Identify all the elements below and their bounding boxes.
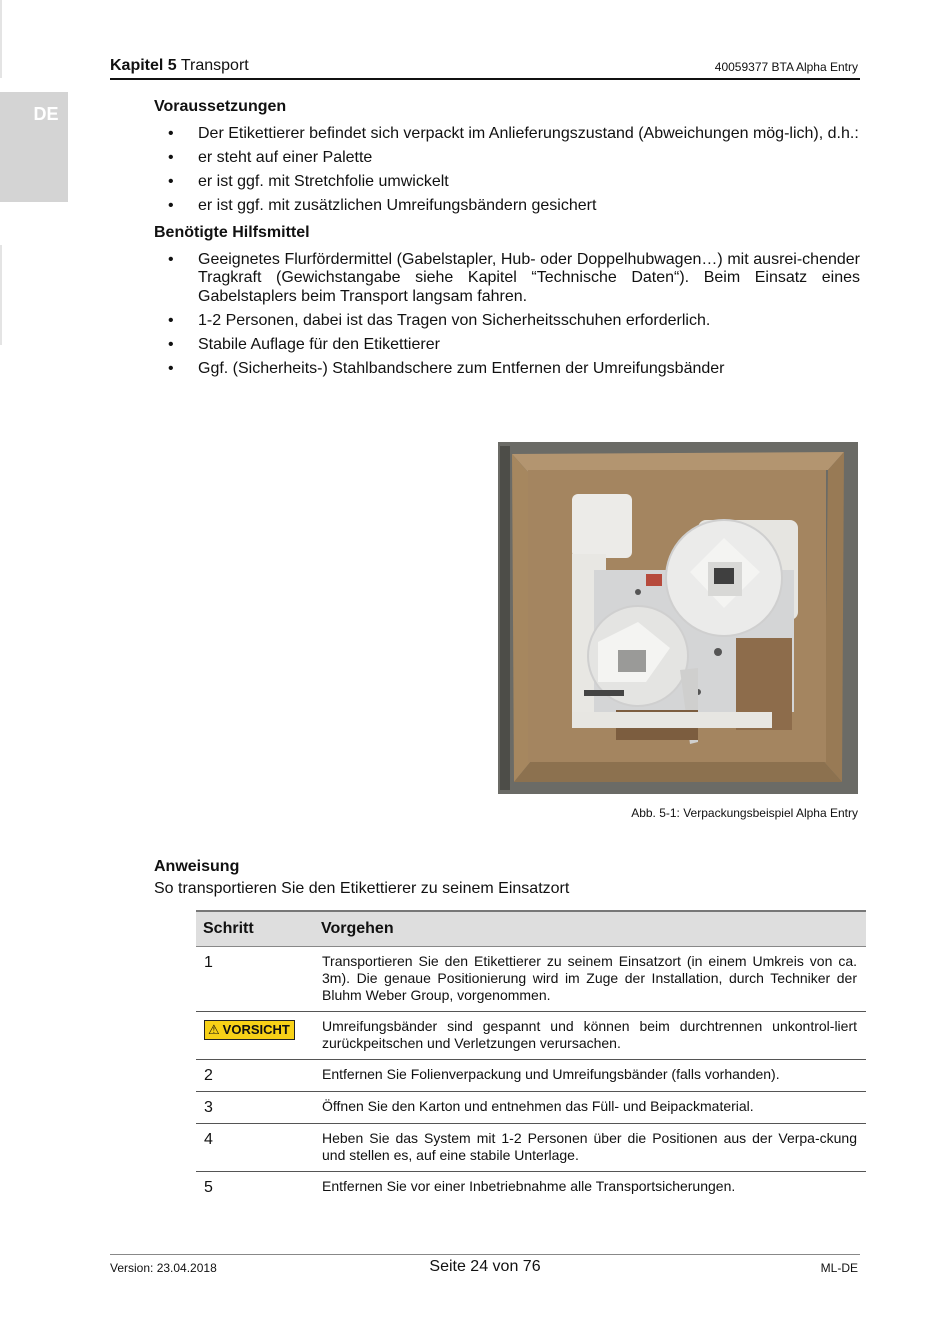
warning-badge <box>204 1020 295 1040</box>
list-item <box>154 149 860 168</box>
bullet-icon: • <box>168 149 174 166</box>
prerequisites-heading: Voraussetzungen <box>154 98 287 115</box>
table-row <box>196 1092 866 1124</box>
page-number: Seite 24 von 76 <box>429 1258 541 1275</box>
step-text: Transportieren Sie den Etikettierer zu seinem Einsatzort (in einem Umkreis von ca. 3m). Die genaue Positionierung wird im Zuge der Installation, durch Techniker der Bluhm Weber Group, vorgenommen. <box>314 947 866 1012</box>
language-tab-label: DE <box>33 104 59 124</box>
list-item-text: er steht auf einer Palette <box>198 149 373 166</box>
list-item <box>154 251 860 307</box>
list-item-text: er ist ggf. mit Stretchfolie umwickelt <box>198 173 449 190</box>
step-text: Entfernen Sie Folienverpackung und Umreifungsbänder (falls vorhanden). <box>314 1060 866 1092</box>
list-item <box>154 336 860 355</box>
step-number: 2 <box>196 1060 314 1092</box>
column-header-action: Vorgehen <box>314 911 866 947</box>
step-text: Öffnen Sie den Karton und entnehmen das Füll- und Beipackmaterial. <box>314 1092 866 1124</box>
table-header-row <box>196 911 866 947</box>
step-text: Umreifungsbänder sind gespannt und können beim durchtrennen unkontrol-liert zurückpeitschen und Verletzungen verursachen. <box>314 1012 866 1060</box>
instruction-intro: So transportieren Sie den Etikettierer zu seinem Einsatzort <box>154 880 570 897</box>
table-row <box>196 1172 866 1204</box>
list-item-text: Ggf. (Sicherheits-) Stahlbandschere zum Entfernen der Umreifungsbänder <box>198 359 725 377</box>
table-row-warning <box>196 1012 866 1060</box>
bullet-icon: • <box>168 197 174 214</box>
page-header <box>110 55 860 80</box>
list-item-text: Stabile Auflage für den Etikettierer <box>198 335 440 353</box>
step-number: 4 <box>196 1124 314 1172</box>
document-id: 40059377 BTA Alpha Entry <box>714 60 858 74</box>
bullet-icon: • <box>168 311 174 329</box>
packaging-photo <box>498 442 858 794</box>
prerequisites-list <box>154 125 860 216</box>
table-row <box>196 1124 866 1172</box>
language-tab <box>0 92 68 202</box>
edge-line-bottom <box>0 245 2 345</box>
bullet-icon: • <box>168 173 174 190</box>
bullet-icon: • <box>168 359 174 377</box>
list-item-text: er ist ggf. mit zusätzlichen Umreifungsbändern gesichert <box>198 197 597 214</box>
bullet-icon: • <box>168 335 174 353</box>
list-item <box>154 197 860 216</box>
list-item <box>154 125 860 144</box>
step-number: 1 <box>196 947 314 1012</box>
step-text: Entfernen Sie vor einer Inbetriebnahme alle Transportsicherungen. <box>322 1178 736 1194</box>
list-item-text: Geeignetes Flurfördermittel (Gabelstapler, Hub- oder Doppelhubwagen…) mit ausrei-chender Tragkraft (Gewichstangabe siehe Kapitel “Technische Daten“). Beim Einsatz eines Gabelstaplers beim Transport langsam fahren. <box>198 250 860 305</box>
page-footer <box>110 1254 860 1275</box>
list-item-text: 1-2 Personen, dabei ist das Tragen von Sicherheitsschuhen erforderlich. <box>198 311 711 329</box>
packaging-illustration <box>498 442 858 794</box>
step-number: 3 <box>196 1092 314 1124</box>
warning-label: VORSICHT <box>222 1022 290 1037</box>
chapter-name: Transport <box>176 57 249 74</box>
main-content <box>154 96 860 384</box>
instruction-section <box>154 856 866 898</box>
bullet-icon: • <box>168 250 174 268</box>
chapter-title <box>110 57 249 75</box>
table-row <box>196 1060 866 1092</box>
tools-list <box>154 251 860 379</box>
bullet-icon: • <box>168 125 174 142</box>
column-header-step: Schritt <box>196 911 314 947</box>
tools-heading: Benötigte Hilfsmittel <box>154 223 310 241</box>
list-item-text: Der Etikettierer befindet sich verpackt im Anlieferungszustand (Abweichungen mög-lich), d.h.: <box>198 125 859 142</box>
instruction-heading: Anweisung <box>154 858 240 875</box>
document-code: ML-DE <box>820 1261 858 1275</box>
steps-table <box>196 910 866 1203</box>
list-item <box>154 173 860 192</box>
list-item <box>154 312 860 331</box>
warning-cell <box>196 1012 314 1060</box>
version-label: Version: 23.04.2018 <box>110 1261 217 1275</box>
step-number: 5 <box>204 1179 213 1196</box>
figure-caption: Abb. 5-1: Verpackungsbeispiel Alpha Entry <box>631 806 858 820</box>
table-row <box>196 947 866 1012</box>
chapter-number: Kapitel 5 <box>110 57 177 74</box>
list-item <box>154 360 860 379</box>
edge-line-top <box>0 0 2 78</box>
warning-triangle-icon: ⚠ <box>208 1022 220 1037</box>
step-text: Heben Sie das System mit 1-2 Personen über die Positionen aus der Verpa-ckung und stellen es, auf eine stabile Unterlage. <box>314 1124 866 1172</box>
